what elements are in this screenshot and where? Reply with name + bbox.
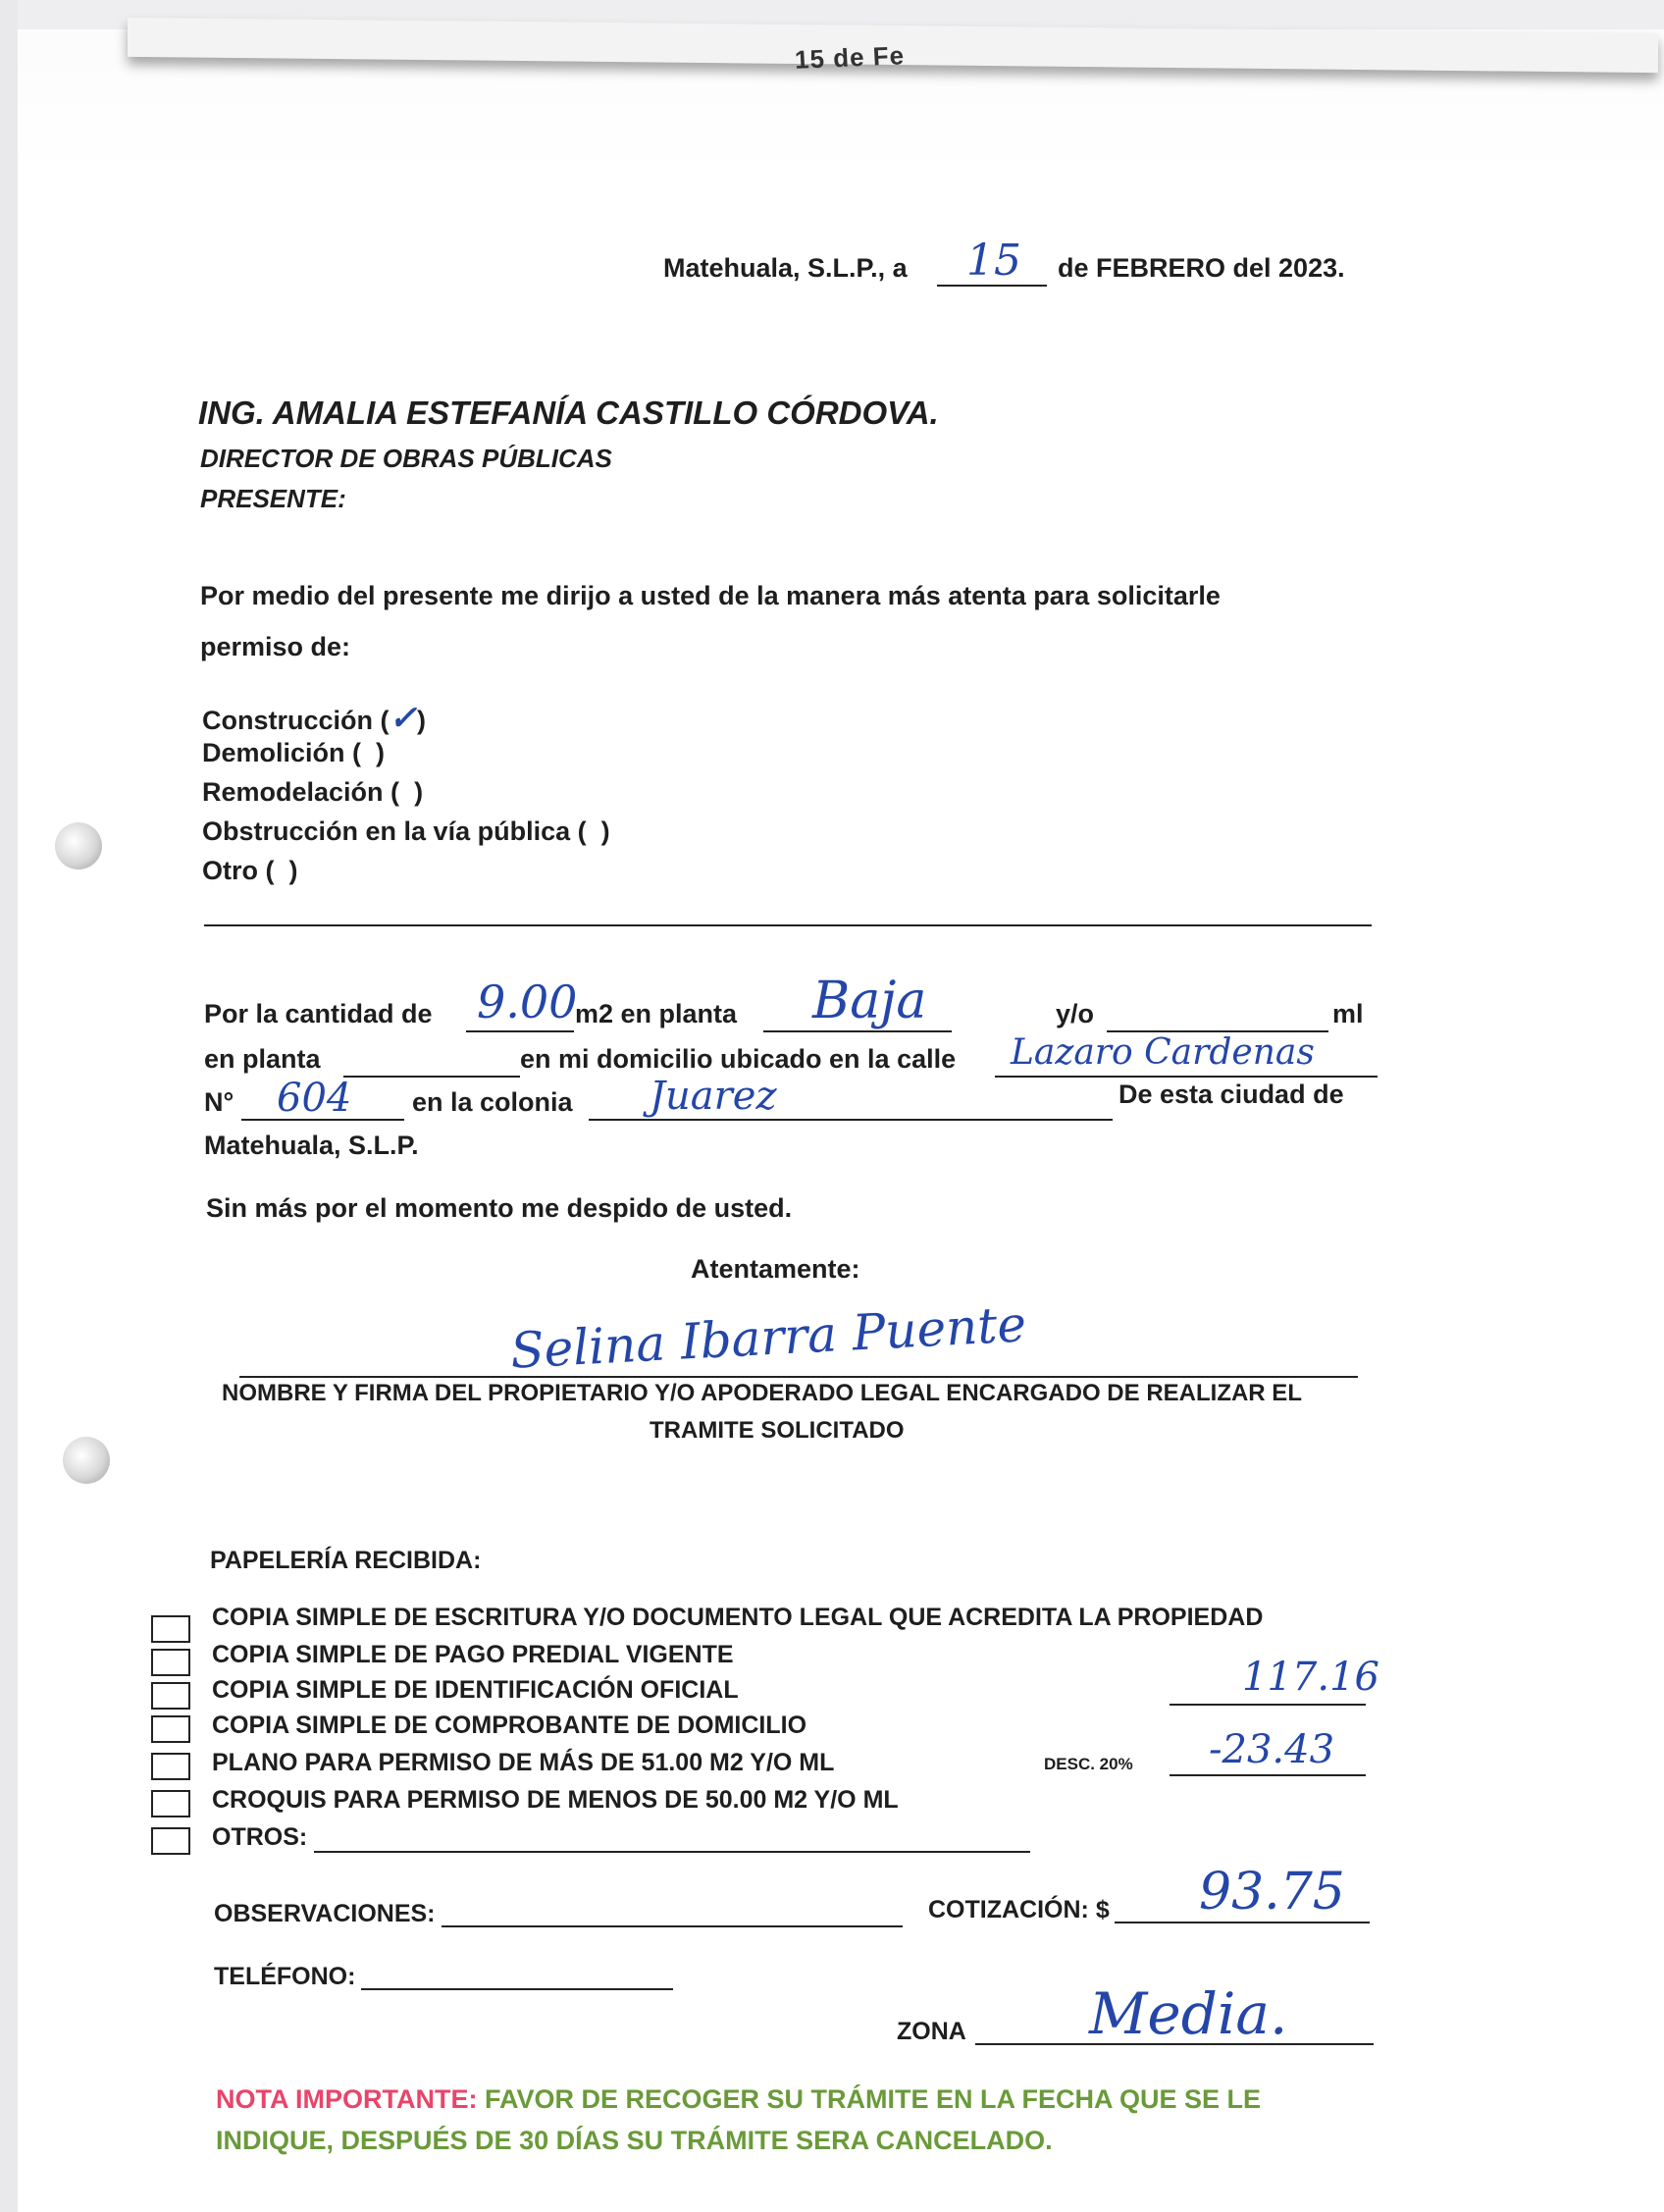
checkbox-predial[interactable] <box>151 1649 190 1676</box>
otros-line <box>314 1851 1030 1853</box>
option-label: Otro ( <box>202 856 275 885</box>
observaciones-label: OBSERVACIONES: <box>214 1900 436 1927</box>
checkbox-identificacion[interactable] <box>151 1682 190 1710</box>
checkbox-otros[interactable] <box>151 1827 190 1855</box>
observaciones-line <box>442 1925 903 1927</box>
option-construccion <box>202 699 426 738</box>
checkbox-croquis[interactable] <box>151 1790 190 1817</box>
scan-left-edge <box>0 0 18 2212</box>
option-close: ) <box>417 706 427 735</box>
floor-handwritten: Baja <box>812 972 927 1030</box>
colonia-line <box>589 1119 1113 1121</box>
option-remodelacion <box>202 777 423 808</box>
papeleria-title: PAPELERÍA RECIBIDA: <box>210 1547 482 1574</box>
signature-handwritten: Selina Ibarra Puente <box>508 1295 1028 1380</box>
telefono-label: TELÉFONO: <box>214 1963 356 1990</box>
gross-amount-handwritten: 117.16 <box>1242 1655 1379 1700</box>
intro-line-2: permiso de: <box>200 632 351 661</box>
fold-text: 15 de Fe <box>794 40 906 75</box>
option-otro <box>202 856 298 886</box>
num-label: N° <box>204 1087 234 1117</box>
street-handwritten: Lazaro Cardenas <box>1011 1032 1315 1073</box>
checkbox-plano[interactable] <box>151 1753 190 1780</box>
telefono-line <box>361 1988 673 1990</box>
papeleria-item: OTROS: <box>212 1823 308 1851</box>
domicilio-label: en mi domicilio ubicado en la calle <box>520 1044 957 1074</box>
floor-line <box>763 1030 952 1032</box>
papeleria-item: CROQUIS PARA PERMISO DE MENOS DE 50.00 M2 Y/O ML <box>212 1786 899 1814</box>
option-close: ) <box>600 816 610 846</box>
nota-text-2: INDIQUE, DESPUÉS DE 30 DÍAS SU TRÁMITE SERA CANCELADO. <box>216 2126 1053 2155</box>
option-label: Construcción ( <box>202 706 390 735</box>
ml-label: ml <box>1332 999 1364 1028</box>
nota <box>216 2084 1261 2115</box>
cotizacion-label: COTIZACIÓN: $ <box>928 1896 1110 1923</box>
punch-hole-icon <box>63 1437 110 1484</box>
city-suffix: De esta ciudad de <box>1118 1080 1344 1109</box>
desc-label: DESC. 20% <box>1044 1755 1133 1773</box>
option-obstruccion <box>202 816 610 847</box>
city: Matehuala, S.L.P. <box>204 1131 419 1160</box>
colonia-handwritten: Juarez <box>650 1074 777 1119</box>
papeleria-item: COPIA SIMPLE DE COMPROBANTE DE DOMICILIO <box>212 1712 807 1739</box>
date-suffix: de FEBRERO del 2023. <box>1058 253 1345 283</box>
date-prefix: Matehuala, S.L.P., a <box>663 253 908 283</box>
desc-amount-line <box>1170 1774 1366 1776</box>
atentamente: Atentamente: <box>691 1254 860 1284</box>
street-line <box>995 1076 1378 1078</box>
papeleria-item: COPIA SIMPLE DE IDENTIFICACIÓN OFICIAL <box>212 1676 739 1704</box>
yo-label: y/o <box>1056 999 1095 1028</box>
option-close: ) <box>288 856 298 885</box>
cotizacion-line <box>1115 1922 1370 1923</box>
checkmark-icon: ✓ <box>389 699 418 738</box>
option-close: ) <box>376 738 386 767</box>
quantity-prefix: Por la cantidad de <box>204 999 433 1028</box>
cotizacion-handwritten: 93.75 <box>1199 1863 1345 1922</box>
nota-label: NOTA IMPORTANTE: <box>216 2084 478 2114</box>
closing-text: Sin más por el momento me despido de usted. <box>206 1193 793 1223</box>
day-handwritten: 15 <box>966 236 1021 286</box>
recipient-presente: PRESENTE: <box>200 484 346 513</box>
colonia-label: en la colonia <box>412 1087 573 1117</box>
signature-line <box>239 1376 1358 1378</box>
punch-hole-icon <box>55 822 102 869</box>
papeleria-item: PLANO PARA PERMISO DE MÁS DE 51.00 M2 Y/O ML <box>212 1749 835 1776</box>
intro-line-1: Por medio del presente me dirijo a usted de la manera más atenta para solicitarle <box>200 581 1221 610</box>
papeleria-item: COPIA SIMPLE DE PAGO PREDIAL VIGENTE <box>212 1641 734 1668</box>
amount-line <box>466 1030 574 1032</box>
option-label: Remodelación ( <box>202 777 400 807</box>
zona-label: ZONA <box>897 2018 966 2045</box>
desc-amount-handwritten: -23.43 <box>1209 1727 1335 1772</box>
checkbox-escritura[interactable] <box>151 1615 190 1643</box>
en-planta-line <box>343 1076 520 1078</box>
checkbox-domicilio[interactable] <box>151 1715 190 1743</box>
unit-m2: m2 en planta <box>575 999 738 1028</box>
option-label: Obstrucción en la vía pública ( <box>202 816 587 846</box>
papeleria-item: COPIA SIMPLE DE ESCRITURA Y/O DOCUMENTO LEGAL QUE ACREDITA LA PROPIEDAD <box>212 1604 1264 1631</box>
nota-text-1: FAVOR DE RECOGER SU TRÁMITE EN LA FECHA QUE SE LE <box>484 2084 1262 2114</box>
en-planta-label: en planta <box>204 1044 321 1074</box>
otro-line <box>204 924 1372 926</box>
zona-handwritten: Media. <box>1089 1980 1288 2047</box>
option-demolicion <box>202 738 385 768</box>
recipient-position: DIRECTOR DE OBRAS PÚBLICAS <box>200 444 612 473</box>
amount-handwritten: 9.00 <box>477 975 578 1028</box>
option-label: Demolición ( <box>202 738 362 767</box>
number-handwritten: 604 <box>277 1076 352 1121</box>
gross-amount-line <box>1170 1704 1366 1706</box>
option-close: ) <box>414 777 424 807</box>
signature-caption-2: TRAMITE SOLICITADO <box>650 1417 905 1444</box>
signature-caption-1: NOMBRE Y FIRMA DEL PROPIETARIO Y/O APODERADO LEGAL ENCARGADO DE REALIZAR EL <box>222 1380 1302 1406</box>
recipient-name: ING. AMALIA ESTEFANÍA CASTILLO CÓRDOVA. <box>198 395 939 431</box>
